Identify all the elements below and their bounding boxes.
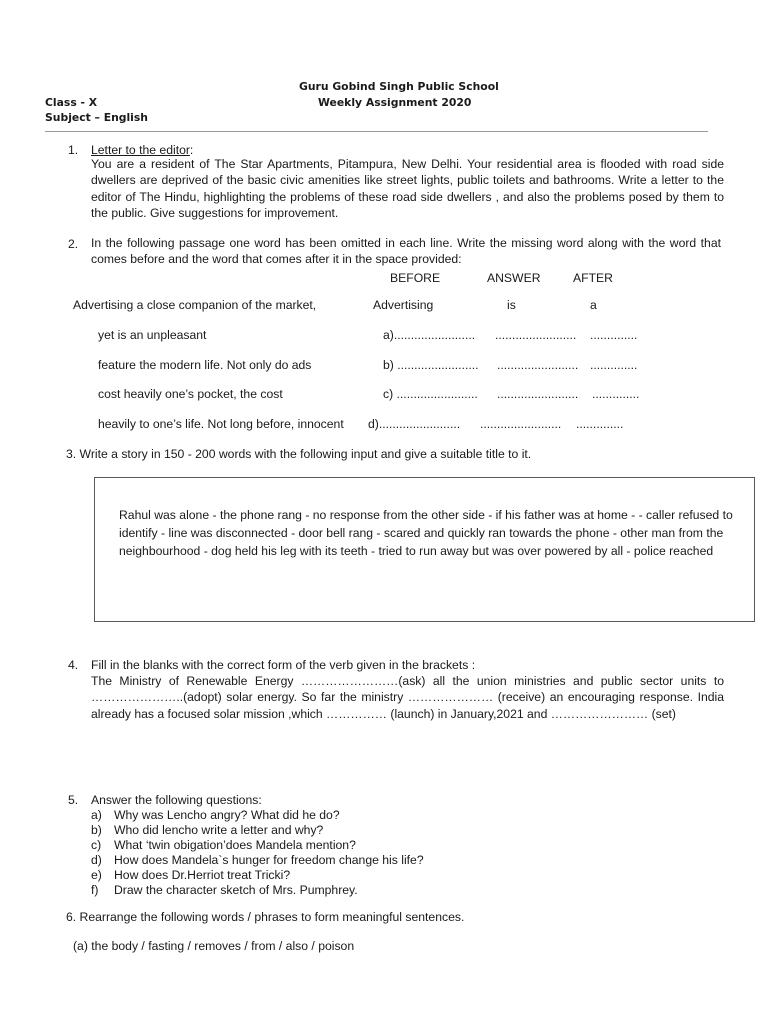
answer-cell: ........................ [480, 417, 562, 431]
list-item [91, 868, 424, 883]
header-divider [45, 131, 708, 132]
q2-instruction: In the following passage one word has been omitted in each line. Write the missing word along with the word that comes before and the word that comes after it in the space provided: [91, 236, 721, 267]
item-text: How does Mandela`s hunger for freedom change his life? [114, 853, 424, 867]
q1-title-text: Letter to the editor [91, 143, 190, 157]
col-header-answer: ANSWER [487, 271, 541, 285]
item-text: Who did lencho write a letter and why? [114, 823, 324, 837]
q4-instruction: Fill in the blanks with the correct form of the verb given in the brackets : [91, 658, 476, 672]
answer-cell: ........................ [497, 358, 579, 372]
q2-number: 2. [68, 237, 79, 251]
q1-number: 1. [68, 143, 79, 157]
q1-title [91, 143, 193, 157]
q5-question-list [91, 808, 424, 898]
item-text: Draw the character sketch of Mrs. Pumphrey. [114, 883, 358, 897]
list-item [91, 823, 424, 838]
q1-title-colon: : [189, 143, 194, 157]
col-header-before: BEFORE [390, 271, 441, 285]
q1-body: You are a resident of The Star Apartments, Pitampura, New Delhi. Your residential area is flooded with road side dwellers are deprived of the basic civic amenities like street lights, public toilets and bathrooms. Write a letter to the editor of The Hindu, highlighting the problems of these road side dwellers , and also the problems posed by them to the public. Give suggestions for improvement. [91, 157, 724, 221]
q6-item-a: (a) the body / fasting / removes / from / also / poison [73, 939, 355, 953]
before-cell: d)........................ [368, 417, 461, 431]
item-letter: a) [91, 808, 102, 822]
class-label: Class - X [45, 96, 98, 109]
item-letter: c) [91, 838, 102, 852]
before-cell: a)........................ [383, 328, 476, 342]
item-letter: e) [91, 868, 102, 882]
passage-line: Advertising a close companion of the market, [73, 298, 317, 312]
item-letter: b) [91, 823, 102, 837]
subject-label: Subject – English [45, 111, 148, 124]
q3-prompt: 3. Write a story in 150 - 200 words with the following input and give a suitable title to it. [66, 447, 532, 461]
item-letter: d) [91, 853, 102, 867]
before-cell: c) ........................ [383, 387, 478, 401]
list-item [91, 853, 424, 868]
story-input-text: Rahul was alone - the phone rang - no response from the other side - if his father was at home - - caller refused to identify - line was disconnected - door bell rang - scared and quickly ran towards the phone - other man from the neighbourhood - dog held his leg with its teeth - tried to run away but was over powered by all - police reached [119, 508, 733, 558]
q6-prompt: 6. Rearrange the following words / phrases to form meaningful sentences. [66, 910, 465, 924]
item-text: Why was Lencho angry? What did he do? [114, 808, 340, 822]
after-cell: .............. [590, 328, 638, 342]
assignment-title: Weekly Assignment 2020 [318, 96, 472, 109]
item-text: How does Dr.Herriot treat Tricki? [114, 868, 291, 882]
list-item [91, 808, 424, 823]
passage-line: cost heavily one’s pocket, the cost [98, 387, 283, 401]
after-cell: .............. [592, 387, 640, 401]
item-letter: f) [91, 883, 99, 897]
passage-line: feature the modern life. Not only do ads [98, 358, 312, 372]
col-header-after: AFTER [573, 271, 613, 285]
q4-number: 4. [68, 658, 79, 672]
answer-cell: ........................ [497, 387, 579, 401]
before-cell: b) ........................ [383, 358, 479, 372]
after-cell: a [590, 298, 597, 312]
answer-cell: is [507, 298, 516, 312]
list-item [91, 838, 424, 853]
q5-instruction: Answer the following questions: [91, 793, 262, 807]
item-text: What ‘twin obigation’does Mandela mention? [114, 838, 356, 852]
q5-number: 5. [68, 793, 79, 807]
answer-cell: ........................ [495, 328, 577, 342]
before-cell: Advertising [373, 298, 434, 312]
passage-line: heavily to one’s life. Not long before, innocent [98, 417, 344, 431]
school-name: Guru Gobind Singh Public School [299, 80, 499, 93]
after-cell: .............. [590, 358, 638, 372]
after-cell: .............. [576, 417, 624, 431]
story-input-box [94, 477, 755, 622]
q4-body: The Ministry of Renewable Energy ……………………(ask) all the union ministries and public sector units to …………………..(adopt) solar energy. So far the ministry ………………… (receive) an encouraging response. India already has a focused solar mission ,which …………… (launch) in January,2021 and …………………… (set) [91, 674, 724, 721]
passage-line: yet is an unpleasant [98, 328, 207, 342]
list-item [91, 883, 424, 898]
